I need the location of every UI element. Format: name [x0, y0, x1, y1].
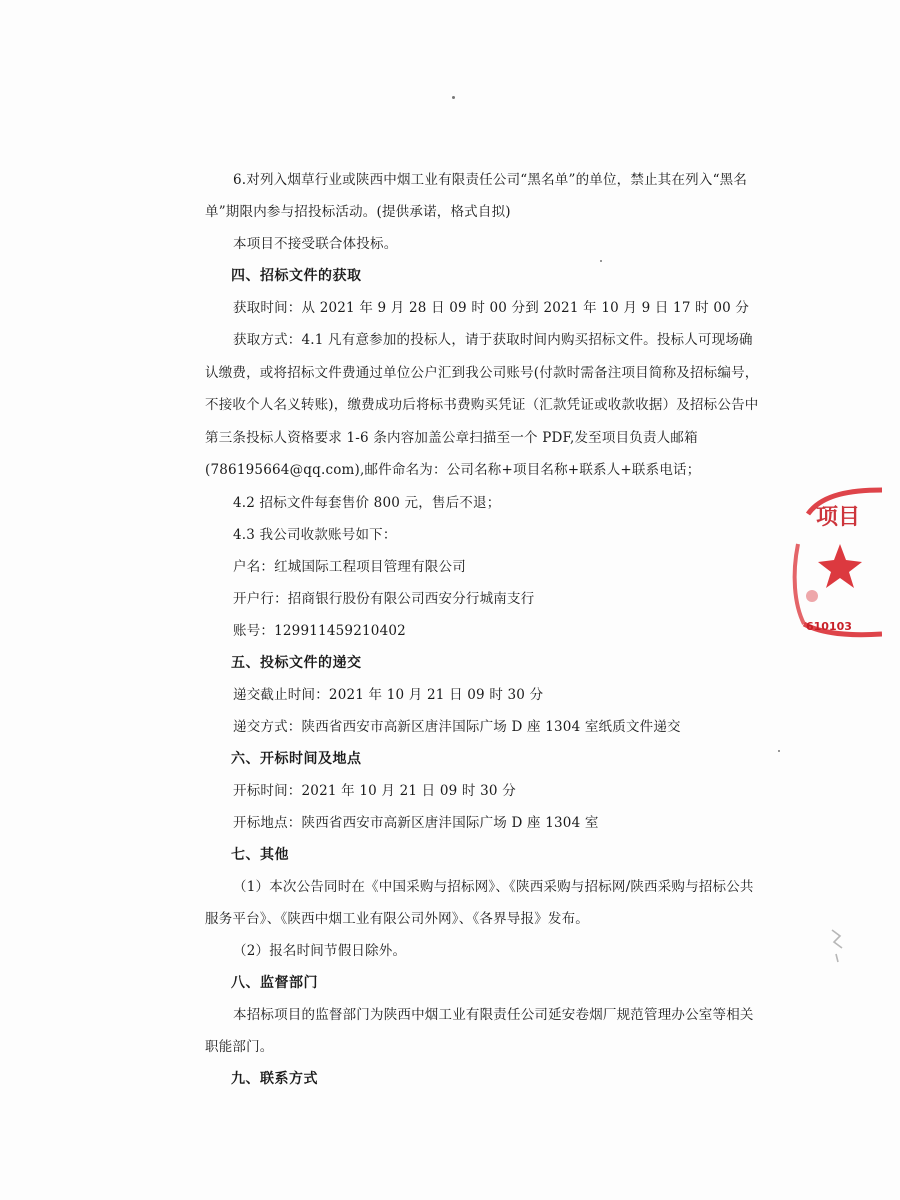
- bank-name: 开户行：招商银行股份有限公司西安分行城南支行: [233, 590, 535, 607]
- other-item-1: （1）本次公告同时在《中国采购与招标网》、《陕西采购与招标网/陕西采购与招标公共服务平台》、《陕西中烟工业有限公司外网》、《各界导报》发布。: [205, 878, 754, 927]
- account-name: 户名：红城国际工程项目管理有限公司: [233, 558, 466, 575]
- submission-method: 递交方式：陕西省西安市高新区唐沣国际广场 D 座 1304 室纸质文件递交: [233, 718, 681, 735]
- opening-place: 开标地点：陕西省西安市高新区唐沣国际广场 D 座 1304 室: [233, 814, 599, 831]
- obtain-time: 获取时间：从 2021 年 9 月 28 日 09 时 00 分到 2021 年 10 月 9 日 17 时 00 分: [233, 300, 750, 316]
- account-intro: 4.3 我公司收款账号如下：: [233, 526, 397, 543]
- no-consortium-paragraph: 本项目不接受联合体投标。: [233, 236, 398, 252]
- company-seal: [782, 484, 882, 660]
- scan-speck: [778, 750, 780, 752]
- scan-smudge: [826, 926, 850, 966]
- account-number: 账号：129911459210402: [233, 622, 406, 639]
- seal-graphic: [782, 484, 882, 660]
- section-heading-opening: 六、开标时间及地点: [231, 750, 362, 767]
- section-heading-obtain-documents: 四、招标文件的获取: [231, 268, 362, 284]
- scan-speck: [452, 96, 455, 99]
- supervision-text: 本招标项目的监督部门为陕西中烟工业有限责任公司延安卷烟厂规范管理办公室等相关职能部门。: [205, 1006, 754, 1055]
- section-heading-contact: 九、联系方式: [231, 1070, 318, 1087]
- section-heading-supervision: 八、监督部门: [231, 974, 318, 991]
- opening-time: 开标时间：2021 年 10 月 21 日 09 时 30 分: [233, 782, 516, 799]
- seal-star-icon: [818, 544, 862, 588]
- document-price: 4.2 招标文件每套售价 800 元，售后不退；: [233, 494, 501, 511]
- other-item-2: （2）报名时间节假日除外。: [233, 942, 407, 959]
- seal-code: 610103: [806, 620, 852, 633]
- document-body: [205, 164, 765, 1095]
- blacklist-paragraph: 6.对列入烟草行业或陕西中烟工业有限责任公司“黑名单”的单位，禁止其在列入“黑名单”期限内参与招投标活动。(提供承诺，格式自拟): [205, 172, 748, 220]
- seal-text-top: 项目: [816, 504, 861, 530]
- obtain-method: 获取方式：4.1 凡有意参加的投标人，请于获取时间内购买招标文件。投标人可现场确认缴费，或将招标文件费通过单位公户汇到我公司账号(付款时需备注项目简称及招标编号，不接收个人名义转账)，缴费成功后将标书费购买凭证（汇款凭证或收款收据）及招标公告中第三条投标人资格要求 1-6 条内容加盖公章扫描至一个 PDF,发至项目负责人邮箱(786195664@qq.com),邮件命名为：公司名称+项目名称+联系人+联系电话；: [205, 332, 759, 478]
- section-heading-other: 七、其他: [231, 846, 289, 863]
- section-heading-submission: 五、投标文件的递交: [231, 654, 362, 671]
- submission-deadline: 递交截止时间：2021 年 10 月 21 日 09 时 30 分: [233, 686, 544, 703]
